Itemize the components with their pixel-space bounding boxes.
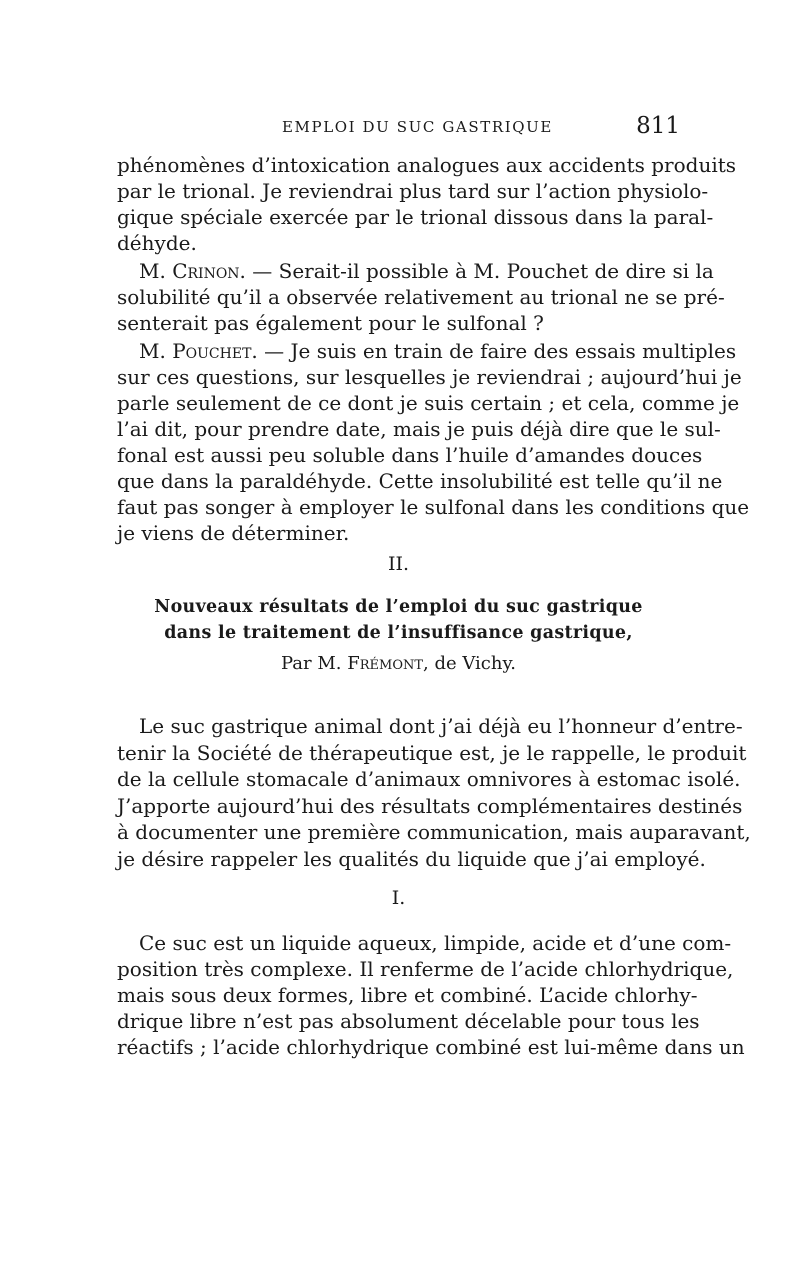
text-line: que dans la paraldéhyde. Cette insolubilité est telle qu’il ne (117, 469, 723, 493)
speaker-name: M. Crinon. (139, 259, 246, 283)
page-number: 811 (636, 113, 680, 139)
text-line: déhyde. (117, 231, 197, 255)
text-line: J’apporte aujourd’hui des résultats complémentaires destinés (117, 794, 743, 818)
text-line: fonal est aussi peu soluble dans l’huile d’amandes douces (117, 443, 703, 467)
text-line (139, 338, 737, 364)
text-line (139, 258, 714, 284)
text-line: de la cellule stomacale d’animaux omnivores à estomac isolé. (117, 767, 741, 791)
text-line: faut pas songer à employer le sulfonal dans les conditions que (117, 495, 750, 519)
author-name: Frémont (347, 653, 424, 674)
text-fragment: — Je suis en train de faire des essais multiples (257, 339, 737, 363)
text-line: position très complexe. Il renferme de l’acide chlorhydrique, (117, 957, 734, 981)
text-line: à documenter une première communication, mais auparavant, (117, 820, 751, 844)
section-numeral: I. (391, 887, 406, 909)
text-line: sur ces questions, sur lesquelles je reviendrai ; aujourd’hui je (117, 365, 742, 389)
text-line: gique spéciale exercée par le trional dissous dans la paral- (117, 205, 714, 229)
text-line: je désire rappeler les qualités du liquide que j’ai employé. (117, 847, 706, 871)
text-line: phénomènes d’intoxication analogues aux accidents produits (117, 153, 737, 177)
text-line: senterait pas également pour le sulfonal ? (117, 311, 544, 335)
text-line: solubilité qu’il a observée relativement au trional ne se pré- (117, 285, 725, 309)
text-line: parle seulement de ce dont je suis certain ; et cela, comme je (117, 391, 740, 415)
byline-prefix: Par M. (281, 653, 348, 674)
running-title: EMPLOI DU SUC GASTRIQUE (282, 118, 553, 136)
byline-suffix: , de Vichy. (423, 653, 516, 674)
text-fragment: — Serait-il possible à M. Pouchet de dire si la (245, 259, 714, 283)
section-numeral: II. (387, 553, 410, 575)
speaker-name: M. Pouchet. (139, 339, 258, 363)
text-line: réactifs ; l’acide chlorhydrique combiné est lui-même dans un (117, 1035, 745, 1059)
text-line: mais sous deux formes, libre et combiné. L’acide chlorhy- (117, 983, 698, 1007)
article-title-line: dans le traitement de l’insuffisance gastrique, (164, 623, 633, 643)
text-line: Ce suc est un liquide aqueux, limpide, acide et d’une com- (139, 931, 732, 955)
text-line: tenir la Société de thérapeutique est, je le rappelle, le produit (117, 741, 747, 765)
author-byline (117, 653, 680, 674)
text-line: je viens de déterminer. (117, 521, 350, 545)
text-line: drique libre n’est pas absolument décelable pour tous les (117, 1009, 700, 1033)
text-line: par le trional. Je reviendrai plus tard sur l’action physiolo- (117, 179, 709, 203)
running-header (117, 113, 680, 143)
text-line: Le suc gastrique animal dont j’ai déjà eu l’honneur d’entre- (139, 714, 743, 738)
article-title-line: Nouveaux résultats de l’emploi du suc gastrique (154, 597, 643, 617)
text-line: l’ai dit, pour prendre date, mais je puis déjà dire que le sul- (117, 417, 721, 441)
